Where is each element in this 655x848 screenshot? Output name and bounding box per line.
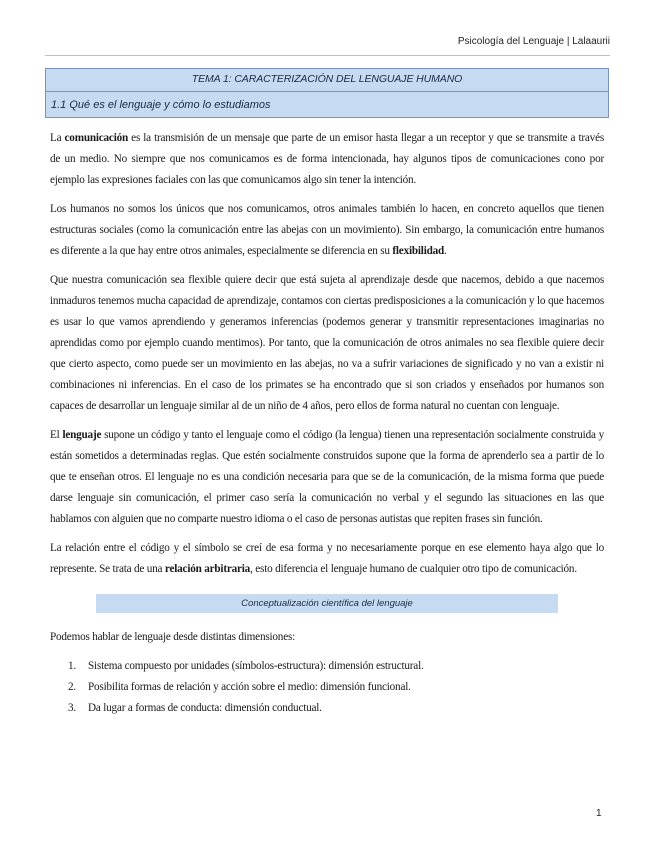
chapter-title: TEMA 1: CARACTERIZACIÓN DEL LENGUAJE HUMANO xyxy=(191,73,463,85)
paragraph-comunicacion xyxy=(50,128,604,191)
paragraph-text: . xyxy=(444,245,447,257)
bold-term: flexibilidad xyxy=(392,245,445,257)
paragraph-text: El xyxy=(50,429,63,441)
document-body xyxy=(50,128,604,719)
paragraph-aprendizaje: Que nuestra comunicación sea flexible quiere decir que está sujeta al aprendizaje desde que nacemos, debido a que nacemos inmaduros tenemos mucha capacidad de aprendizaje, contamos con ciertas predisposiciones a la comunicación y lo que hacemos es usar lo que vamos aprendiendo y generamos inferencias (podemos generar y transmitir representaciones imaginarias no aprendidas como por ejemplo cuando mentimos). Por tanto, que la comunicación de otros animales no sea flexible quiere decir que cierto aspecto, como puede ser un movimiento en las abejas, no va a sufrir variaciones de significado y no van a existir ni combinaciones ni inferencias. En el caso de los primates se ha encontrado que si son criados y enseñados por humanos son capaces de desarrollar un lenguaje similar al de un niño de 4 años, pero ellos de forma natural no cuentan con lenguaje. xyxy=(50,274,604,412)
list-number: 3. xyxy=(68,702,76,714)
paragraph-text: supone un código y tanto el lenguaje como el código (la lengua) tienen una representación socialmente construida y están sometidos a determinadas reglas. Que estén socialmente construidos supone que la forma de aprenderlo sea a partir de lo que te enseñan otros. El lenguaje no es una condición necesaria para que se de la comunicación, de la misma forma que puede darse lenguaje sin comunicación, el primer caso sería la comunicación no verbal y el segundo las situaciones en las que hablamos con alguien que no comparte nuestro idioma o el caso de personas autistas que repiten frases sin función. xyxy=(50,429,605,525)
paragraph-text: Los humanos no somos los únicos que nos comunicamos, otros animales también lo hacen, en concreto aquellos que tienen estructuras sociales (como la comunicación entre las abejas con un movimiento). Sin embargo, la comunicación entre humanos es diferente a la que hay entre otros animales, especialmente se diferencia en su xyxy=(50,203,604,257)
list-text: Posibilita formas de relación y acción sobre el medio: dimensión funcional. xyxy=(88,681,411,693)
bold-term: comunicación xyxy=(64,132,129,144)
paragraph-text: es la transmisión de un mensaje que parte de un emisor hasta llegar a un receptor y que se transmite a través de un medio. No siempre que nos comunicamos es de forma intencionada, hay algunos tipos de comunicaciones cono por ejemplo las expresiones faciales con las que comunicamos algo sin tener la intención. xyxy=(50,132,604,186)
list-item xyxy=(68,656,604,677)
list-number: 2. xyxy=(68,681,76,693)
title-box xyxy=(45,68,609,118)
bold-term: lenguaje xyxy=(62,429,102,441)
section-title: 1.1 Qué es el lenguaje y cómo lo estudiamos xyxy=(51,99,271,111)
list-item xyxy=(68,698,604,719)
paragraph-flexibilidad xyxy=(50,199,604,262)
subheading-box: Conceptualización científica del lenguaje xyxy=(96,594,558,613)
list-text: Sistema compuesto por unidades (símbolos-estructura): dimensión estructural. xyxy=(88,660,424,672)
page-number: 1 xyxy=(596,808,602,819)
bold-term: relación arbitraria xyxy=(164,563,251,575)
header-rule xyxy=(45,55,610,56)
list-number: 1. xyxy=(68,660,76,672)
list-text: Da lugar a formas de conducta: dimensión conductual. xyxy=(88,702,322,714)
paragraph-relacion-arbitraria xyxy=(50,538,604,580)
paragraph-text: La xyxy=(50,132,65,144)
paragraph-text: , esto diferencia el lenguaje humano de cualquier otro tipo de comunicación. xyxy=(250,563,577,575)
paragraph-lenguaje xyxy=(50,425,604,530)
title-divider xyxy=(46,91,608,92)
paragraph-text: La relación entre el código y el símbolo se creí de esa forma y no necesariamente porque en ese elemento haya algo que lo represente. Se trata de una xyxy=(50,542,604,575)
dimension-list xyxy=(50,656,604,719)
list-item xyxy=(68,677,604,698)
page-header: Psicología del Lenguaje | Lalaaurii xyxy=(457,36,610,47)
intro-text: Podemos hablar de lenguaje desde distintas dimensiones: xyxy=(50,631,296,643)
